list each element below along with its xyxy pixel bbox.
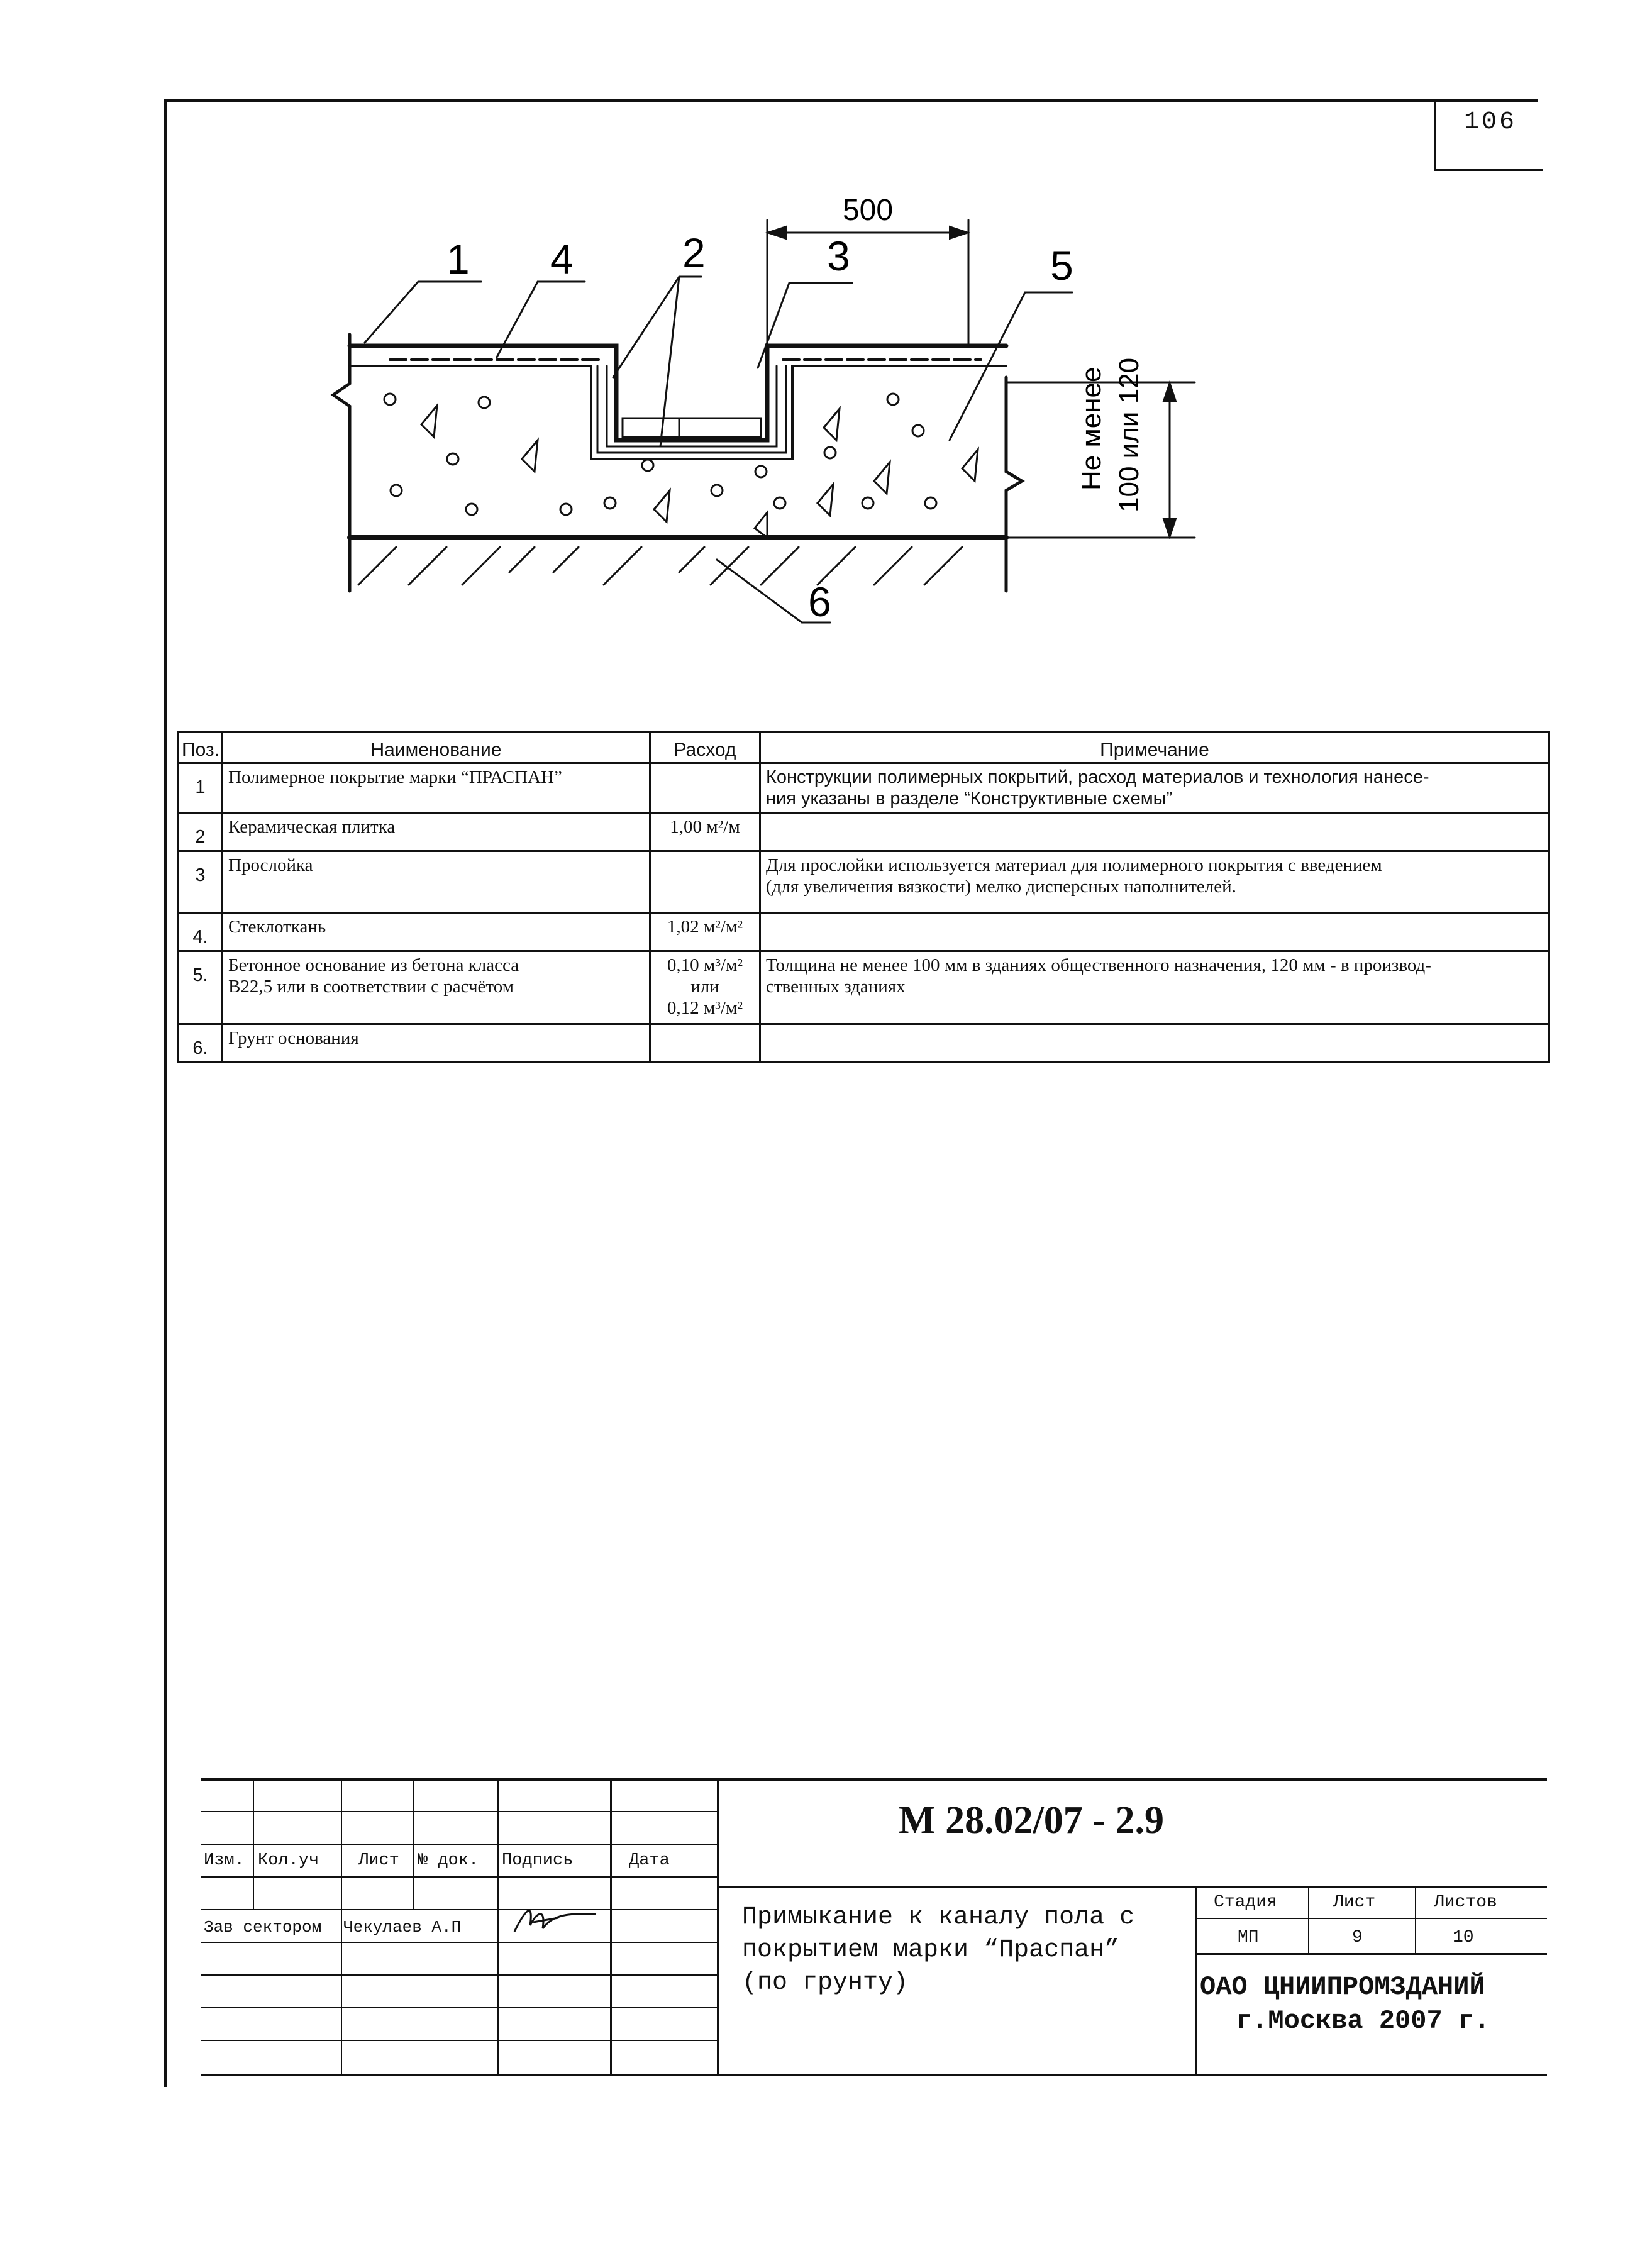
stage-value: МП: [1238, 1928, 1259, 1947]
row-note: [760, 813, 1549, 851]
drawing-title-line: (по грунту): [742, 1969, 909, 1997]
header-pos: Поз.: [179, 733, 223, 763]
row-note: [760, 851, 1549, 913]
row-consumption: [650, 1024, 760, 1063]
row-consumption: [650, 763, 760, 813]
dimension-thickness-line2: 100 или 120: [1114, 357, 1145, 512]
tb-line: [201, 1942, 717, 1943]
drawing-title-line: Примыкание к каналу пола с: [742, 1903, 1135, 1932]
callout-1: 1: [446, 236, 470, 282]
row-name: Грунт основания: [223, 1024, 650, 1063]
tb-line: [201, 2074, 1547, 2076]
note-line: Толщина не менее 100 мм в зданиях общественного назначения, 120 мм - в производ-: [766, 955, 1431, 975]
name-line: В22,5 или в соответствии с расчётом: [228, 977, 514, 997]
tb-line: [1195, 1886, 1197, 2074]
row-pos: 3: [179, 851, 223, 913]
tb-line: [1308, 1886, 1309, 1953]
header-note: Примечание: [760, 733, 1549, 763]
dimension-thickness-line1: Не менее: [1076, 367, 1107, 490]
role-label: Зав сектором: [204, 1918, 322, 1937]
tb-line: [717, 1778, 719, 2074]
row-note: [760, 951, 1549, 1024]
tb-line: [610, 1778, 612, 2074]
name-line: Бетонное основание из бетона класса: [228, 955, 519, 975]
row-pos: 4.: [179, 913, 223, 951]
tb-line: [201, 1778, 1547, 1781]
row-consumption: [650, 951, 760, 1024]
tb-line: [201, 1876, 717, 1878]
callout-6: 6: [808, 578, 831, 625]
sheets-label: Листов: [1434, 1893, 1497, 1912]
table-row: [179, 813, 1549, 851]
callout-3: 3: [827, 233, 850, 279]
table-row: [179, 1024, 1549, 1063]
col-signature: Подпись: [502, 1851, 574, 1870]
consumption-line: или: [690, 977, 719, 997]
row-note: [760, 913, 1549, 951]
sheets-value: 10: [1453, 1928, 1474, 1947]
row-pos: 5.: [179, 951, 223, 1024]
table-row: [179, 851, 1549, 913]
tb-line: [201, 1844, 717, 1845]
specification-table: [177, 731, 1550, 1063]
organization-name: ОАО ЦНИИПРОМЗДАНИЙ: [1200, 1972, 1485, 2002]
table-row: [179, 951, 1549, 1024]
tb-line: [201, 1811, 717, 1812]
tb-line: [1415, 1886, 1416, 1953]
tb-line: [341, 1909, 342, 2074]
tb-line: [341, 1778, 342, 1909]
tb-line: [717, 1886, 1547, 1888]
row-name: Стеклоткань: [223, 913, 650, 951]
row-pos: 6.: [179, 1024, 223, 1063]
row-pos: 1: [179, 763, 223, 813]
sheet-number: 106: [1463, 108, 1517, 136]
dimension-width-label: 500: [842, 195, 894, 227]
col-list: Лист: [358, 1851, 399, 1870]
tb-line: [201, 1974, 717, 1976]
tb-line: [201, 1909, 717, 1910]
signature-mark: [508, 1900, 602, 1938]
row-name: Прослойка: [223, 851, 650, 913]
table-row: [179, 763, 1549, 813]
col-doc-no: № док.: [418, 1851, 479, 1870]
tb-line: [201, 2007, 717, 2008]
tb-line: [201, 2040, 717, 2041]
consumption-line: 0,12 м³/м²: [667, 998, 743, 1018]
note-line: (для увеличения вязкости) мелко дисперсных наполнителей.: [766, 877, 1236, 897]
note-line: ственных зданиях: [766, 977, 906, 997]
callout-4: 4: [550, 236, 574, 282]
tb-line: [1195, 1953, 1547, 1955]
table-row: [179, 913, 1549, 951]
table-header-row: [179, 733, 1549, 763]
col-kol-uch: Кол.уч: [258, 1851, 319, 1870]
stage-label: Стадия: [1214, 1893, 1277, 1912]
header-name: Наименование: [223, 733, 650, 763]
tb-line: [413, 1778, 414, 1909]
col-date: Дата: [629, 1851, 670, 1870]
row-name: Керамическая плитка: [223, 813, 650, 851]
consumption-line: 0,10 м³/м²: [667, 955, 743, 975]
tb-line: [253, 1778, 254, 1909]
tb-line: [497, 1778, 499, 2074]
sheet-label: Лист: [1333, 1893, 1376, 1912]
organization-city-year: г.Москва 2007 г.: [1236, 2006, 1490, 2036]
row-pos: 2: [179, 813, 223, 851]
tb-line: [1195, 1918, 1547, 1919]
callout-2: 2: [682, 230, 706, 276]
note-line: Конструкции полимерных покрытий, расход материалов и технология нанесе-: [766, 767, 1429, 787]
row-name: [223, 951, 650, 1024]
note-line: Для прослойки используется материал для полимерного покрытия с введением: [766, 855, 1382, 875]
row-note: [760, 763, 1549, 813]
row-name: Полимерное покрытие марки “ПРАСПАН”: [223, 763, 650, 813]
section-drawing: [327, 195, 1283, 648]
header-consumption: Расход: [650, 733, 760, 763]
row-consumption: 1,02 м²/м²: [650, 913, 760, 951]
sheet-value: 9: [1352, 1928, 1363, 1947]
person-name: Чекулаев А.П: [343, 1918, 462, 1937]
col-izm: Изм.: [204, 1851, 245, 1870]
drawing-title: [742, 1901, 1195, 2000]
row-note: [760, 1024, 1549, 1063]
drawing-title-line: покрытием марки “Праспан”: [742, 1936, 1120, 1964]
row-consumption: 1,00 м²/м: [650, 813, 760, 851]
document-code: М 28.02/07 - 2.9: [899, 1799, 1164, 1842]
callout-5: 5: [1050, 242, 1073, 289]
row-consumption: [650, 851, 760, 913]
note-line: ния указаны в разделе “Конструктивные схемы”: [766, 788, 1173, 809]
